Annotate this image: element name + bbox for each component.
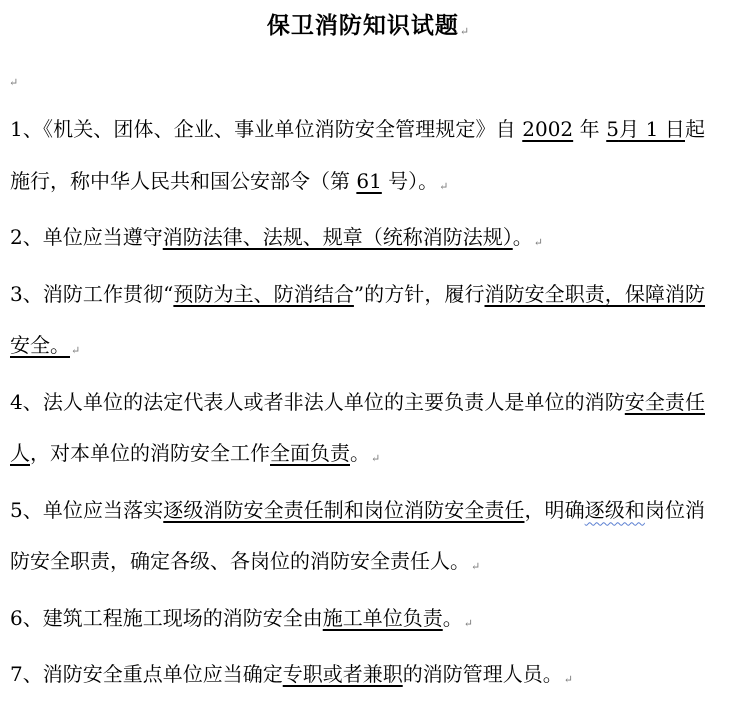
underlined-answer: 预防为主、防消结合	[173, 281, 354, 306]
question-text: 。	[512, 225, 533, 249]
paragraph-mark-icon: ↵	[371, 452, 381, 465]
underlined-answer: 施工单位负责	[322, 605, 443, 630]
document-title: 保卫消防知识试题	[266, 12, 459, 39]
paragraph-mark-icon: ↵	[533, 236, 543, 249]
underlined-answer: 61	[356, 168, 382, 193]
question-item	[10, 104, 705, 212]
empty-paragraph	[8, 66, 18, 96]
question-text: 4、法人单位的法定代表人或者非法人单位的主要负责人是单位的消防	[10, 389, 625, 414]
underlined-answer: 消防安全职责，保障消防安全。	[10, 281, 706, 357]
question-text: 7、消防安全重点单位应当确定	[10, 662, 283, 686]
question-text: 2、单位应当遵守	[10, 225, 163, 249]
paragraph-mark-icon: ↵	[9, 76, 19, 89]
question-text: 。	[350, 441, 370, 465]
question-item	[10, 593, 705, 650]
underlined-answer: 安全责任人	[10, 389, 705, 465]
question-text: 年	[573, 117, 607, 141]
question-text: 6、建筑工程施工现场的消防安全由	[10, 605, 323, 630]
question-text: 的消防管理人员。	[402, 662, 563, 686]
question-text: 起施行，称中华人民共和国公安部令（第	[10, 117, 705, 193]
question-item	[10, 212, 705, 269]
question-text: ，对本单位的消防安全工作	[30, 441, 270, 465]
question-text: 3、消防工作贯彻“	[10, 281, 174, 306]
question-text: 号）。	[381, 168, 439, 193]
paragraph-mark-icon: ↵	[463, 616, 473, 630]
underlined-answer: 逐级消防安全责任制和岗位消防安全责任	[163, 497, 525, 522]
underlined-answer: 消防法律、法规、规章（统称消防法规）	[162, 225, 513, 249]
document-title-line	[0, 6, 737, 52]
question-item	[10, 269, 705, 377]
underlined-answer: 2002	[522, 117, 574, 141]
question-text: ，明确	[524, 497, 585, 522]
paragraph-mark-icon: ↵	[439, 179, 449, 193]
question-item	[10, 485, 705, 593]
spellcheck-flagged-text: 逐级和	[584, 497, 645, 522]
paragraph-mark-icon: ↵	[471, 560, 481, 573]
question-text: ”的方针，履行	[353, 281, 485, 306]
underlined-answer: 5	[606, 117, 619, 141]
paragraph-mark-icon: ↵	[459, 25, 471, 38]
underlined-answer: 月 1 日	[618, 117, 685, 141]
paragraph-mark-icon: ↵	[71, 344, 81, 357]
question-item	[10, 377, 705, 485]
question-text: 1、《机关、团体、企业、事业单位消防安全管理规定》自	[10, 117, 523, 141]
question-text: 岗位消防安全职责，确定各级、各岗位的消防安全责任人。	[10, 497, 706, 573]
underlined-answer: 全面负责	[270, 441, 350, 465]
paragraph-mark-icon: ↵	[563, 673, 573, 686]
question-text: 。	[442, 605, 463, 630]
question-item	[10, 649, 705, 706]
underlined-answer: 专职或者兼职	[282, 662, 403, 686]
question-text: 5、单位应当落实	[10, 497, 164, 522]
question-list	[10, 104, 705, 706]
